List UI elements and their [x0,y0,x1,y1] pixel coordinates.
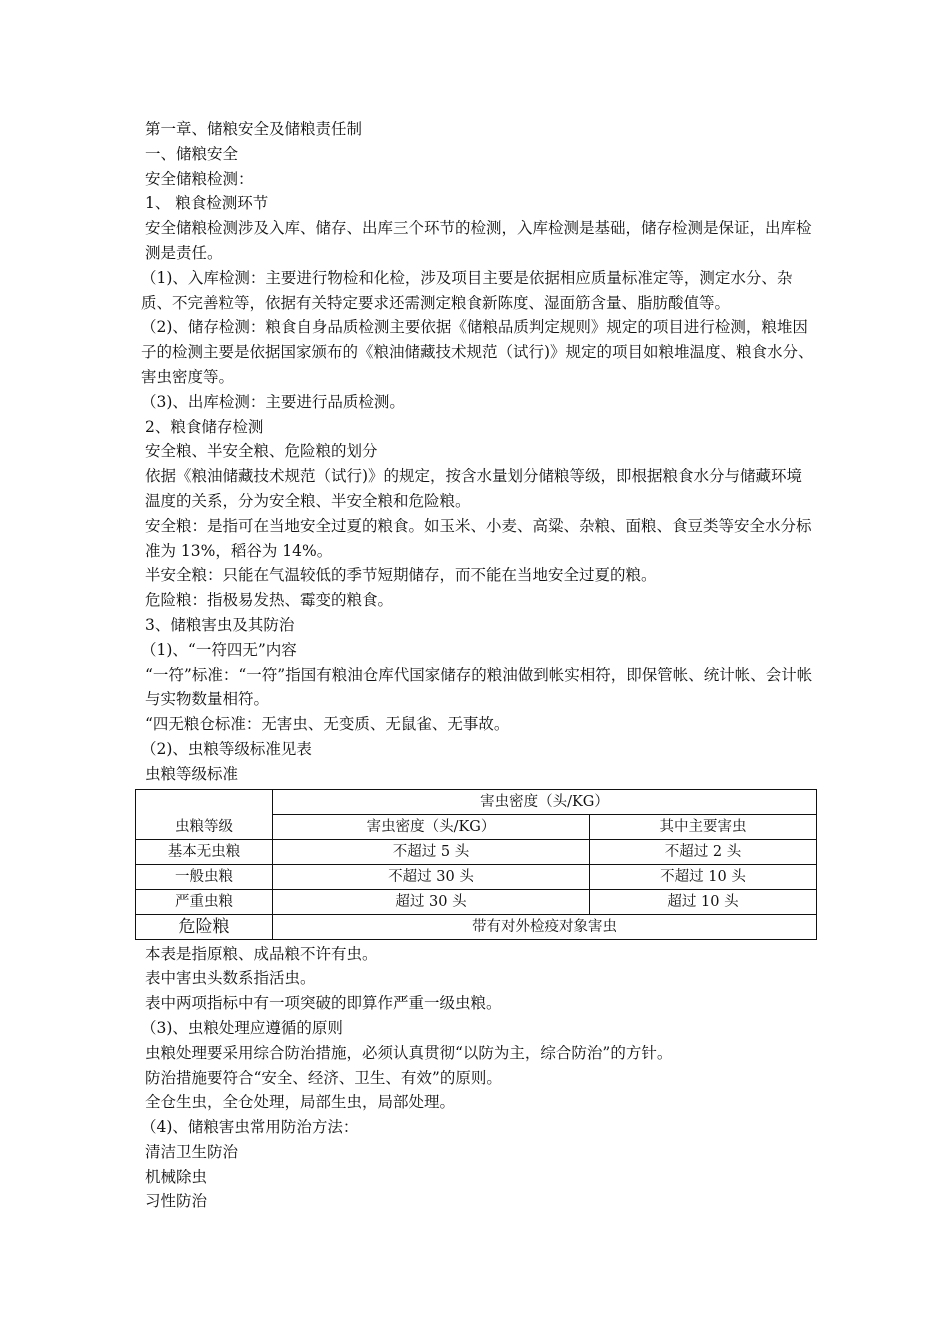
paragraph-line: （4)、储粮害虫常用防治方法： [141,1118,359,1137]
table-row-danger [136,914,817,939]
paragraph-line: 表中两项指标中有一项突破的即算作严重一级虫粮。 [145,994,502,1013]
paragraph-line: 半安全粮：只能在气温较低的季节短期储存，而不能在当地安全过夏的粮。 [145,566,657,585]
bug-grade-table [135,789,817,940]
table-header-row [136,789,817,814]
table-cell-grade: 一般虫粮 [136,864,273,889]
paragraph-line: 安全粮、半安全粮、危险粮的划分 [145,442,378,461]
paragraph-line: “四无粮仓标准：无害虫、无变质、无鼠雀、无事故。 [145,715,510,734]
document-page [141,117,817,1214]
table-col3-header: 其中主要害虫 [590,814,817,839]
paragraph-line: （3)、出库检测：主要进行品质检测。 [141,392,405,411]
paragraph-line: 3、储粮害虫及其防治 [145,615,295,634]
paragraph-line: 依据《粮油储藏技术规范（试行)》的规定，按含水量划分储粮等级，即根据粮食水分与储藏环境温度的关系，分为安全粮、半安全粮和危险粮。 [145,467,803,510]
paragraph-line: 2、粮食储存检测 [145,417,264,436]
table-row [136,889,817,914]
paragraph-line: 防治措施要符合“安全、经济、卫生、有效”的原则。 [145,1068,502,1087]
table-cell-density: 不超过 30 头 [273,864,590,889]
paragraph-line: 机械除虫 [145,1167,208,1186]
paragraph-line: 1、 粮食检测环节 [145,194,269,213]
text-block-after-table [141,942,817,1215]
paragraph-line: 安全储粮检测涉及入库、储存、出库三个环节的检测，入库检测是基础，储存检测是保证，出库检测是责任。 [145,219,812,262]
table-col2-header: 害虫密度（头/KG） [273,814,590,839]
paragraph-line: 虫粮等级标准 [145,764,239,783]
paragraph-line: 安全粮：是指可在当地安全过夏的粮食。如玉米、小麦、高粱、杂粮、面粮、食豆类等安全水分标准为 13%，稻谷为 14%。 [145,516,812,560]
paragraph-line: 一、储粮安全 [145,144,239,163]
paragraph-line: 习性防治 [145,1192,208,1211]
table-header-group: 害虫密度（头/KG） [273,789,817,814]
paragraph-line: 全仓生虫，全仓处理，局部生虫，局部处理。 [145,1093,456,1112]
paragraph-line: 危险粮：指极易发热、霉变的粮食。 [145,591,394,610]
paragraph-line: 清洁卫生防治 [145,1142,239,1161]
paragraph-line: 第一章、储粮安全及储粮责任制 [145,120,363,138]
paragraph-line: （3)、虫粮处理应遵循的原则 [141,1018,343,1037]
table-cell-main-pest: 不超过 10 头 [590,864,817,889]
paragraph-line: 安全储粮检测： [145,169,254,188]
table-cell-grade: 严重虫粮 [136,889,273,914]
table-row [136,839,817,864]
table-cell-danger-grade: 危险粮 [136,914,273,939]
table-row [136,864,817,889]
table-cell-danger-desc: 带有对外检疫对象害虫 [273,914,817,939]
table-cell-density: 不超过 5 头 [273,839,590,864]
table-cell-grade: 基本无虫粮 [136,839,273,864]
table-row-header: 虫粮等级 [136,789,273,839]
paragraph-line: （1)、入库检测：主要进行物检和化检，涉及项目主要是依据相应质量标准定等，测定水分、杂质、不完善粒等，依据有关特定要求还需测定粮食新陈度、湿面筋含量、脂肪酸值等。 [141,268,793,312]
text-block-before-table [141,117,817,787]
paragraph-line: 本表是指原粮、成品粮不许有虫。 [145,944,378,963]
paragraph-line: 虫粮处理要采用综合防治措施，必须认真贯彻“以防为主，综合防治”的方针。 [145,1043,673,1062]
table-cell-main-pest: 超过 10 头 [590,889,817,914]
table-cell-main-pest: 不超过 2 头 [590,839,817,864]
paragraph-line: 表中害虫头数系指活虫。 [145,969,316,988]
paragraph-line: （2)、虫粮等级标准见表 [141,739,312,758]
paragraph-line: “一符”标准：“一符”指国有粮油仓库代国家储存的粮油做到帐实相符，即保管帐、统计帐、会计帐与实物数量相符。 [145,665,813,709]
table-cell-density: 超过 30 头 [273,889,590,914]
paragraph-line: （1)、“一符四无”内容 [141,640,297,659]
paragraph-line: （2)、储存检测：粮食自身品质检测主要依据《储粮品质判定规则》规定的项目进行检测，粮堆因子的检测主要是依据国家颁布的《粮油储藏技术规范（试行)》规定的项目如粮堆温度、粮食水分、害虫密度等。 [141,318,814,386]
